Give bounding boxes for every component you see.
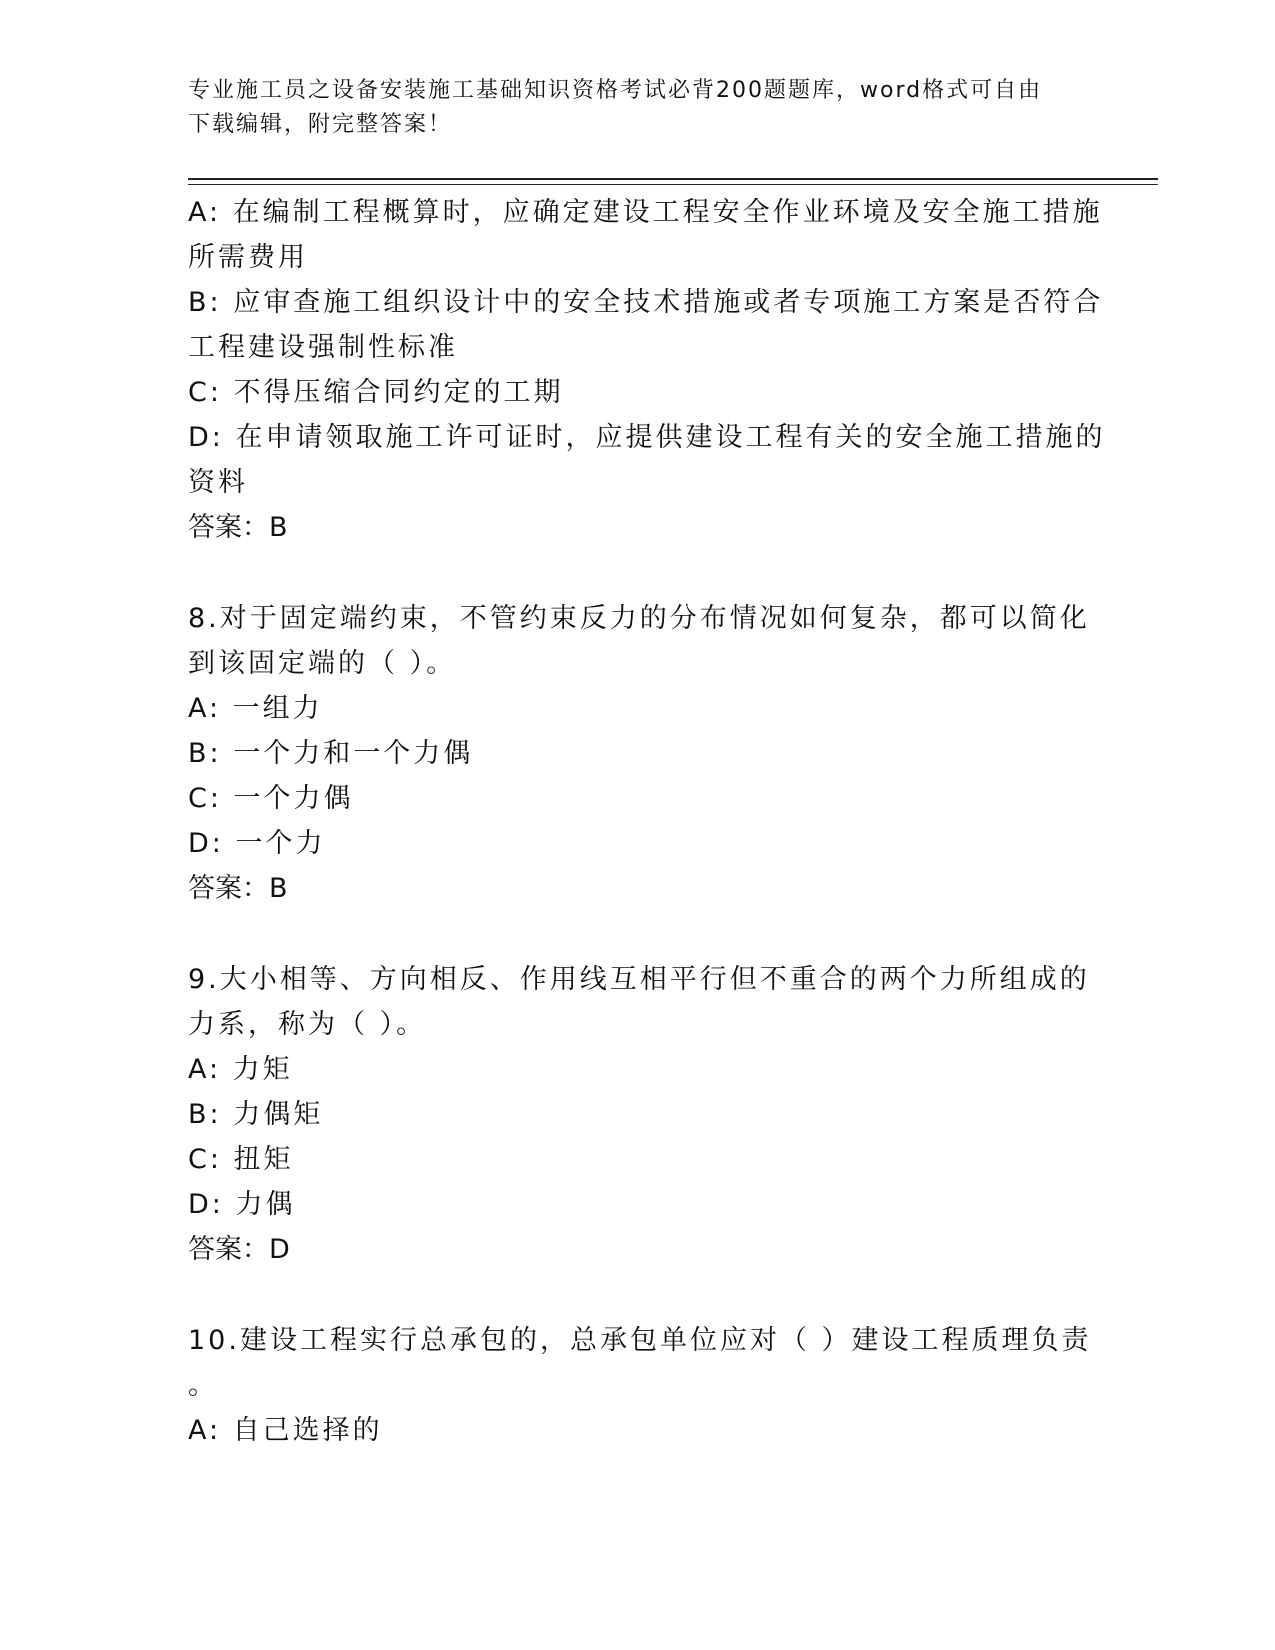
question-text-line-1: 8.对于固定端约束，不管约束反力的分布情况如何复杂，都可以简化 (188, 603, 1090, 634)
option-d-line-1: D: 在申请领取施工许可证时，应提供建设工程有关的安全施工措施的 (188, 422, 1106, 453)
option-d: D: 力偶 (188, 1189, 296, 1220)
question-text-line-2: 。 (188, 1370, 218, 1401)
option-d: D: 一个力 (188, 828, 326, 859)
option-c: C: 扭矩 (188, 1144, 294, 1175)
option-a-line-1: A: 在编制工程概算时，应确定建设工程安全作业环境及安全施工措施 (188, 197, 1103, 228)
option-b-line-2: 工程建设强制性标准 (188, 332, 458, 363)
option-c: C: 一个力偶 (188, 783, 354, 814)
option-a: A: 一组力 (188, 693, 323, 724)
question-content (188, 190, 1106, 1453)
option-a: A: 力矩 (188, 1054, 293, 1085)
document-header (188, 74, 1068, 142)
header-line-2: 下载编辑，附完整答案！ (188, 112, 453, 137)
header-line-1: 专业施工员之设备安装施工基础知识资格考试必背200题题库，word格式可自由 (188, 78, 1043, 103)
answer-label: 答案：B (188, 512, 288, 543)
option-a-line-2: 所需费用 (188, 242, 308, 273)
option-b-line-1: B: 应审查施工组织设计中的安全技术措施或者专项施工方案是否符合 (188, 287, 1104, 318)
spacer (188, 1272, 1088, 1318)
header-rule-thick (188, 178, 1158, 180)
question-text-line-2: 力系，称为（ ）。 (188, 1009, 427, 1040)
option-d-line-2: 资料 (188, 467, 248, 498)
question-7-block (188, 190, 1106, 550)
spacer (188, 911, 1088, 957)
question-9-block (188, 957, 1088, 1272)
header-rule-thin (188, 184, 1158, 185)
question-text-line-2: 到该固定端的（ ）。 (188, 648, 457, 679)
question-text-line-1: 9.大小相等、方向相反、作用线互相平行但不重合的两个力所组成的 (188, 964, 1090, 995)
option-b: B: 一个力和一个力偶 (188, 738, 474, 769)
question-text-line-1: 10.建设工程实行总承包的，总承包单位应对（ ）建设工程质理负责 (188, 1325, 1092, 1356)
option-b: B: 力偶矩 (188, 1099, 324, 1130)
question-8-block (188, 596, 1088, 911)
answer-label: 答案：D (188, 1234, 290, 1265)
option-a: A: 自己选择的 (188, 1415, 383, 1446)
spacer (188, 550, 1088, 596)
question-10-block (188, 1318, 1092, 1453)
option-c: C: 不得压缩合同约定的工期 (188, 377, 564, 408)
answer-label: 答案：B (188, 873, 288, 904)
